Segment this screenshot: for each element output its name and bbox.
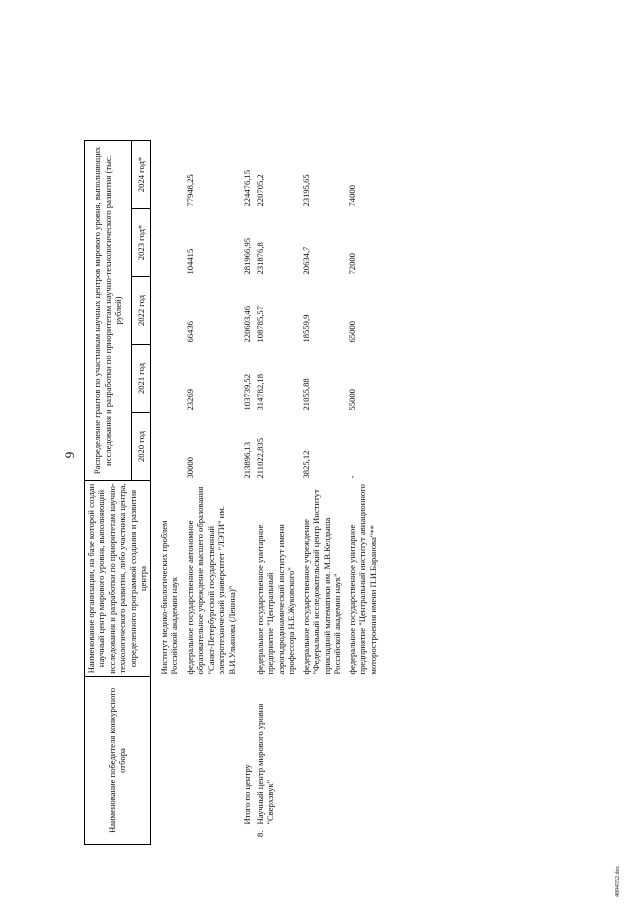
value-cell: 231876,8 [254,242,265,275]
value-cell: 74000 [346,185,357,207]
value-cell: 66436 [184,321,195,343]
organization-cell: федеральное государственное автономное образовательное учреждение высшего образования "Санкт-Петербургский государственный электротехнический университет "ЛЭТИ" им. В.И.Ульянова (Ленина)" [184,486,237,675]
value-cell: 20634,7 [300,246,311,275]
table-row [150,141,180,845]
value-cell [150,209,180,277]
total-value: 220603,46 [242,305,253,343]
header-year: 2022 год [132,277,151,345]
header-distribution: Распределение грантов по участникам научных центров мирового уровня, выполняющих исследования и разработки по приоритетам научно-технологического развития (тыс. рублей) [85,141,132,481]
value-cell: 18559,9 [300,314,311,343]
value-cell: 65000 [346,321,357,343]
organization-cell: федеральное государственное учреждение "Федеральный исследовательский центр Институт прикладной математики им. М.В.Келдыша Российской академии наук" [300,489,343,675]
table-row [181,141,238,845]
header-year: 2020 год [132,413,151,481]
total-value: 213896,13 [242,441,253,479]
total-label: Итого по центру [242,764,253,825]
value-cell: 104415 [184,248,195,275]
organization-cell: федеральное государственное унитарное предприятие "Центральный институт авиационного моторостроения имени П.И.Баранова"** [346,484,378,675]
organization-cell: Институт медико-биологических проблем Российской академии наук [158,520,180,675]
total-row [238,141,253,845]
value-cell [150,141,180,209]
value-cell [150,345,180,413]
header-year: 2021 год [132,345,151,413]
document-id: 4894552.doc [615,865,621,897]
value-cell [150,277,180,345]
header-year: 2023 год* [132,209,151,277]
value-cell: 21055,88 [300,378,311,411]
header-winner: Наименование победителя конкурсного отбора [85,677,151,845]
center-name: Научный центр мирового уровня "Сверхзвук" [254,703,276,825]
value-cell: 108785,57 [254,305,265,343]
value-cell: 3825,12 [300,450,311,479]
value-cell: 72000 [346,253,357,275]
value-cell: 220705,2 [254,174,265,207]
table-row [254,141,298,845]
page-number: 9 [62,451,77,459]
total-value: 103739,52 [242,373,253,411]
value-cell: 30000 [184,457,195,479]
total-value: 281966,95 [242,237,253,275]
value-cell: 23269 [184,389,195,411]
value-cell [150,413,180,481]
organization-cell: федеральное государственное унитарное предприятие "Центральный аэрогидродинамический институт имени профессора Н.Е.Жуковского" [254,524,297,675]
value-cell: - [346,475,357,479]
value-cell: 77948,25 [184,174,195,207]
header-organization: Наименование организации, на базе которой создан научный центр мирового уровня, выполняющий исследования и разработки по приоритетам научно-технологического развития, либо участника центра, определенного программой создания и развития центра [85,481,151,677]
center-number: 8. [254,830,265,837]
header-year: 2024 год* [132,141,151,209]
value-cell: 55000 [346,389,357,411]
total-value: 224476,15 [242,169,253,207]
value-cell: 314782,18 [254,373,265,411]
value-cell: 23195,65 [300,174,311,207]
header-row-1 [85,141,132,845]
value-cell: 211022,835 [254,437,265,479]
grant-distribution-table [84,140,379,845]
